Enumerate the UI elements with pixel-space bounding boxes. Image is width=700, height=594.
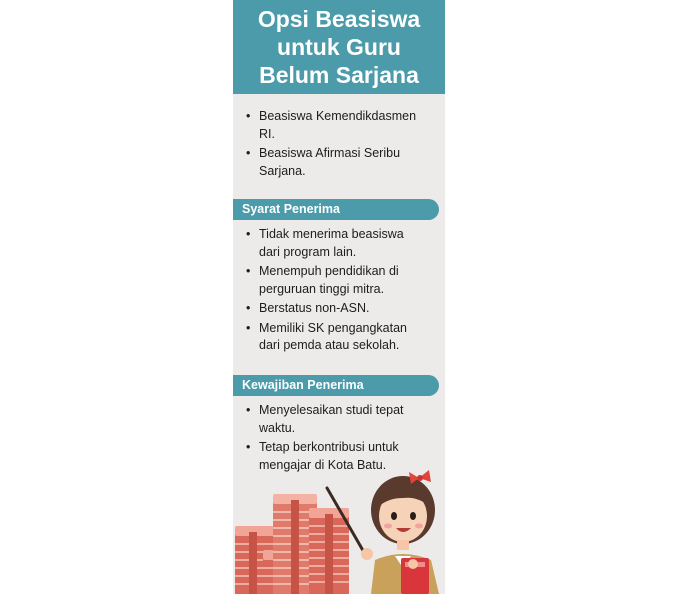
list-item: • Menyelesaikan studi tepat waktu. [244, 402, 440, 437]
title-line-1: Opsi Beasiswa [257, 6, 421, 32]
syarat-list [244, 226, 440, 357]
list-item: • Tidak menerima beasiswa dari program lain. [244, 226, 440, 261]
list-item: • Tetap berkontribusi untuk mengajar di Kota Batu. [244, 439, 440, 474]
title-line-2: untuk Guru [277, 34, 401, 60]
title-line-3: Belum Sarjana [259, 62, 419, 88]
money-stack-icon [235, 494, 349, 594]
title-header [233, 0, 445, 94]
info-card [233, 0, 445, 594]
list-item: • Menempuh pendidikan di perguruan tinggi mitra. [244, 263, 440, 298]
list-item: • Berstatus non-ASN. [244, 300, 440, 318]
list-item: • Memiliki SK pengangkatan dari pemda atau sekolah. [244, 320, 440, 355]
syarat-heading: Syarat Penerima [233, 199, 439, 220]
illustration [233, 464, 445, 594]
list-item: • Beasiswa Kemendikdasmen RI. [244, 108, 440, 143]
kewajiban-heading: Kewajiban Penerima [233, 375, 439, 396]
page-title [233, 5, 445, 89]
book-icon [401, 558, 429, 594]
list-item: • Beasiswa Afirmasi Seribu Sarjana. [244, 145, 440, 180]
options-list [244, 108, 440, 182]
